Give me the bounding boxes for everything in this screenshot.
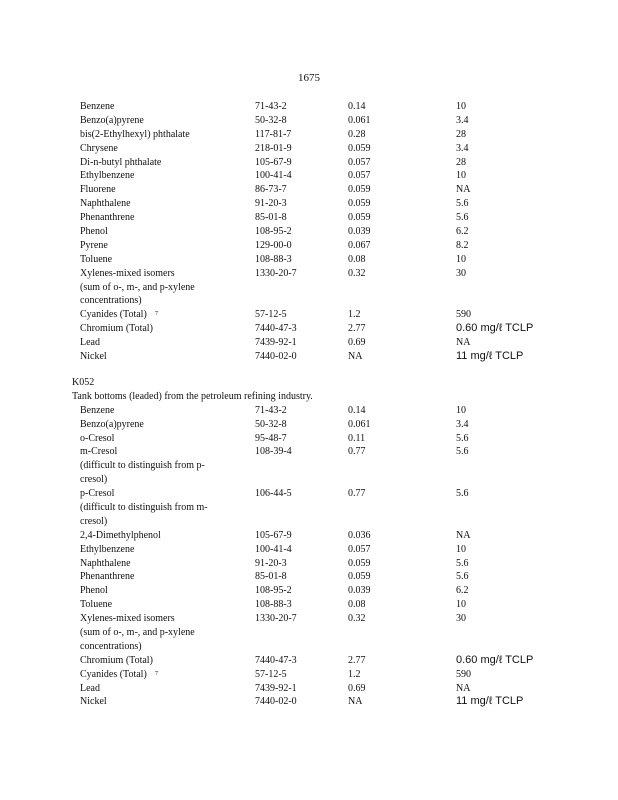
cas-number: 71-43-2: [255, 404, 287, 416]
wastewater-standard: 0.32: [348, 613, 366, 625]
constituent-name: cresol): [80, 474, 108, 486]
wastewater-standard: 0.061: [348, 114, 371, 126]
constituent-table-k052: [0, 376, 618, 709]
nonwastewater-standard: 11 mg/ℓ TCLP: [456, 695, 524, 708]
waste-description: Tank bottoms (leaded) from the petroleum refining industry.: [72, 390, 313, 402]
cas-number: 100-41-4: [255, 543, 292, 555]
cas-number: 1330-20-7: [255, 613, 297, 625]
constituent-name: Phenol: [80, 585, 108, 597]
constituent-name: Chromium (Total): [80, 654, 153, 666]
constituent-name: cresol): [80, 515, 108, 527]
cas-number: 105-67-9: [255, 529, 292, 541]
cas-number: 86-73-7: [255, 184, 287, 196]
nonwastewater-standard: 5.6: [456, 432, 469, 444]
wastewater-standard: 2.77: [348, 323, 366, 335]
nonwastewater-standard: 28: [456, 156, 466, 168]
nonwastewater-standard: 590: [456, 668, 471, 680]
nonwastewater-standard: 5.6: [456, 212, 469, 224]
nonwastewater-standard: 5.6: [456, 557, 469, 569]
constituent-name: Naphthalene: [80, 198, 131, 210]
constituent-name: Cyanides (Total): [80, 309, 147, 321]
constituent-table-1: [0, 100, 618, 364]
table-row: [0, 432, 618, 446]
cas-number: 7440-47-3: [255, 323, 297, 335]
cas-number: 129-00-0: [255, 239, 292, 251]
nonwastewater-standard: 6.2: [456, 226, 469, 238]
constituent-name: Chrysene: [80, 142, 118, 154]
wastewater-standard: 0.11: [348, 432, 366, 444]
nonwastewater-standard: NA: [456, 529, 471, 541]
nonwastewater-standard: NA: [456, 337, 471, 349]
nonwastewater-standard: 30: [456, 613, 466, 625]
cas-number: 95-48-7: [255, 432, 287, 444]
table-row: [0, 445, 618, 459]
cas-number: 7439-92-1: [255, 337, 297, 349]
table-row: [0, 501, 618, 515]
nonwastewater-standard: 10: [456, 101, 466, 112]
nonwastewater-standard: 0.60 mg/ℓ TCLP: [456, 322, 534, 335]
wastewater-standard: 0.69: [348, 682, 366, 694]
cas-number: 108-95-2: [255, 226, 292, 238]
wastewater-standard: 0.059: [348, 184, 371, 196]
constituent-name: Phenol: [80, 226, 108, 238]
nonwastewater-standard: 10: [456, 599, 466, 611]
nonwastewater-standard: NA: [456, 682, 471, 694]
constituent-name: (difficult to distinguish from m-: [80, 502, 208, 514]
nonwastewater-standard: 3.4: [456, 142, 469, 154]
constituent-name: Ethylbenzene: [80, 543, 135, 555]
constituent-name: m-Cresol: [80, 446, 118, 458]
table-row: [0, 626, 618, 640]
table-row: [0, 267, 618, 281]
constituent-name: Benzene: [80, 404, 115, 416]
table-row: [0, 253, 618, 267]
table-row: [0, 682, 618, 696]
nonwastewater-standard: 5.6: [456, 488, 469, 500]
table-row: [0, 350, 618, 364]
wastewater-standard: 0.039: [348, 226, 371, 238]
constituent-name: Toluene: [80, 253, 113, 265]
table-row: [0, 668, 618, 682]
page-number: 1675: [298, 72, 320, 84]
constituent-name: Phenanthrene: [80, 571, 135, 583]
cas-number: 105-67-9: [255, 156, 292, 168]
nonwastewater-standard: 28: [456, 128, 466, 140]
wastewater-standard: 0.77: [348, 488, 366, 500]
constituent-name: Nickel: [80, 351, 107, 363]
cas-number: 57-12-5: [255, 668, 287, 680]
table-row: [0, 211, 618, 225]
constituent-name: o-Cresol: [80, 432, 115, 444]
cas-number: 85-01-8: [255, 212, 287, 224]
constituent-name: p-Cresol: [80, 488, 115, 500]
table-row: [0, 156, 618, 170]
nonwastewater-standard: NA: [456, 184, 471, 196]
table-row: [0, 114, 618, 128]
constituent-name: Cyanides (Total): [80, 668, 147, 680]
cas-number: 50-32-8: [255, 114, 287, 126]
table-row: [0, 570, 618, 584]
table-row: [0, 640, 618, 654]
constituent-name: (sum of o-, m-, and p-xylene: [80, 627, 195, 639]
wastewater-standard: 0.039: [348, 585, 371, 597]
table-row: [0, 225, 618, 239]
wastewater-standard: 0.059: [348, 198, 371, 210]
cas-number: 108-95-2: [255, 585, 292, 597]
nonwastewater-standard: 10: [456, 543, 466, 555]
waste-code: K052: [72, 377, 95, 388]
wastewater-standard: NA: [348, 351, 363, 363]
constituent-name: bis(2-Ethylhexyl) phthalate: [80, 128, 190, 140]
table-row: [0, 598, 618, 612]
nonwastewater-standard: 10: [456, 404, 466, 416]
constituent-name: 2,4-Dimethylphenol: [80, 529, 161, 541]
table-row: [0, 294, 618, 308]
table-row: [0, 529, 618, 543]
cas-number: 71-43-2: [255, 101, 287, 112]
wastewater-standard: 0.14: [348, 101, 366, 112]
constituent-name: concentrations): [80, 640, 142, 652]
table-row: [0, 142, 618, 156]
constituent-name: Fluorene: [80, 184, 116, 196]
wastewater-standard: 0.059: [348, 571, 371, 583]
constituent-name: Phenanthrene: [80, 212, 135, 224]
nonwastewater-standard: 3.4: [456, 114, 469, 126]
wastewater-standard: 0.08: [348, 599, 366, 611]
table-row: [0, 281, 618, 295]
nonwastewater-standard: 30: [456, 267, 466, 279]
nonwastewater-standard: 6.2: [456, 585, 469, 597]
nonwastewater-standard: 11 mg/ℓ TCLP: [456, 350, 524, 363]
table-row: [0, 239, 618, 253]
wastewater-standard: 0.057: [348, 156, 371, 168]
table-row: [0, 584, 618, 598]
cas-number: 108-88-3: [255, 599, 292, 611]
nonwastewater-standard: 5.6: [456, 198, 469, 210]
wastewater-standard: 0.059: [348, 557, 371, 569]
table-row: [0, 515, 618, 529]
cas-number: 50-32-8: [255, 418, 287, 430]
cas-number: 117-81-7: [255, 128, 292, 140]
constituent-name: Xylenes-mixed isomers: [80, 613, 175, 625]
table-row: [0, 654, 618, 668]
cas-number: 57-12-5: [255, 309, 287, 321]
cas-number: 100-41-4: [255, 170, 292, 182]
table-row: [0, 100, 618, 114]
wastewater-standard: 0.057: [348, 170, 371, 182]
constituent-name: Chromium (Total): [80, 323, 153, 335]
cas-number: 85-01-8: [255, 571, 287, 583]
cas-number: 108-88-3: [255, 253, 292, 265]
nonwastewater-standard: 5.6: [456, 571, 469, 583]
table-row: [0, 308, 618, 322]
constituent-name: Toluene: [80, 599, 113, 611]
table-row: [0, 557, 618, 571]
constituent-name: Ethylbenzene: [80, 170, 135, 182]
nonwastewater-standard: 10: [456, 170, 466, 182]
constituent-name: Benzene: [80, 101, 115, 112]
table-row: [0, 336, 618, 350]
table-row: [0, 418, 618, 432]
footnote-marker: 7: [155, 670, 158, 677]
wastewater-standard: 0.32: [348, 267, 366, 279]
table-row: [0, 487, 618, 501]
cas-number: 106-44-5: [255, 488, 292, 500]
constituent-name: (difficult to distinguish from p-: [80, 460, 205, 472]
cas-number: 218-01-9: [255, 142, 292, 154]
table-row: [0, 695, 618, 709]
wastewater-standard: 0.14: [348, 404, 366, 416]
table-row: [0, 128, 618, 142]
wastewater-standard: 0.036: [348, 529, 371, 541]
wastewater-standard: 0.061: [348, 418, 371, 430]
wastewater-standard: 0.28: [348, 128, 366, 140]
table-row: [0, 322, 618, 336]
nonwastewater-standard: 8.2: [456, 239, 469, 251]
constituent-name: concentrations): [80, 295, 142, 307]
constituent-name: (sum of o-, m-, and p-xylene: [80, 281, 195, 293]
wastewater-standard: 1.2: [348, 668, 361, 680]
constituent-name: Lead: [80, 682, 100, 694]
cas-number: 7440-47-3: [255, 654, 297, 666]
nonwastewater-standard: 5.6: [456, 446, 469, 458]
constituent-name: Xylenes-mixed isomers: [80, 267, 175, 279]
table-row: [0, 197, 618, 211]
cas-number: 108-39-4: [255, 446, 292, 458]
wastewater-standard: 0.059: [348, 142, 371, 154]
table-row: [0, 404, 618, 418]
cas-number: 7440-02-0: [255, 696, 297, 708]
constituent-name: Naphthalene: [80, 557, 131, 569]
wastewater-standard: 1.2: [348, 309, 361, 321]
nonwastewater-standard: 0.60 mg/ℓ TCLP: [456, 653, 534, 666]
nonwastewater-standard: 590: [456, 309, 471, 321]
constituent-name: Pyrene: [80, 239, 108, 251]
table-row: [0, 473, 618, 487]
constituent-name: Nickel: [80, 696, 107, 708]
table-row: [0, 169, 618, 183]
wastewater-standard: 0.059: [348, 212, 371, 224]
table-row: [0, 543, 618, 557]
wastewater-standard: NA: [348, 696, 363, 708]
wastewater-standard: 2.77: [348, 654, 366, 666]
wastewater-standard: 0.77: [348, 446, 366, 458]
constituent-name: Di-n-butyl phthalate: [80, 156, 162, 168]
table-row: [0, 459, 618, 473]
table-row: [0, 183, 618, 197]
nonwastewater-standard: 10: [456, 253, 466, 265]
table-row: [0, 612, 618, 626]
constituent-name: Lead: [80, 337, 100, 349]
cas-number: 1330-20-7: [255, 267, 297, 279]
constituent-name: Benzo(a)pyrene: [80, 114, 144, 126]
wastewater-standard: 0.057: [348, 543, 371, 555]
wastewater-standard: 0.08: [348, 253, 366, 265]
cas-number: 91-20-3: [255, 557, 287, 569]
constituent-name: Benzo(a)pyrene: [80, 418, 144, 430]
cas-number: 7439-92-1: [255, 682, 297, 694]
cas-number: 7440-02-0: [255, 351, 297, 363]
wastewater-standard: 0.69: [348, 337, 366, 349]
wastewater-standard: 0.067: [348, 239, 371, 251]
nonwastewater-standard: 3.4: [456, 418, 469, 430]
footnote-marker: 7: [155, 311, 158, 318]
cas-number: 91-20-3: [255, 198, 287, 210]
